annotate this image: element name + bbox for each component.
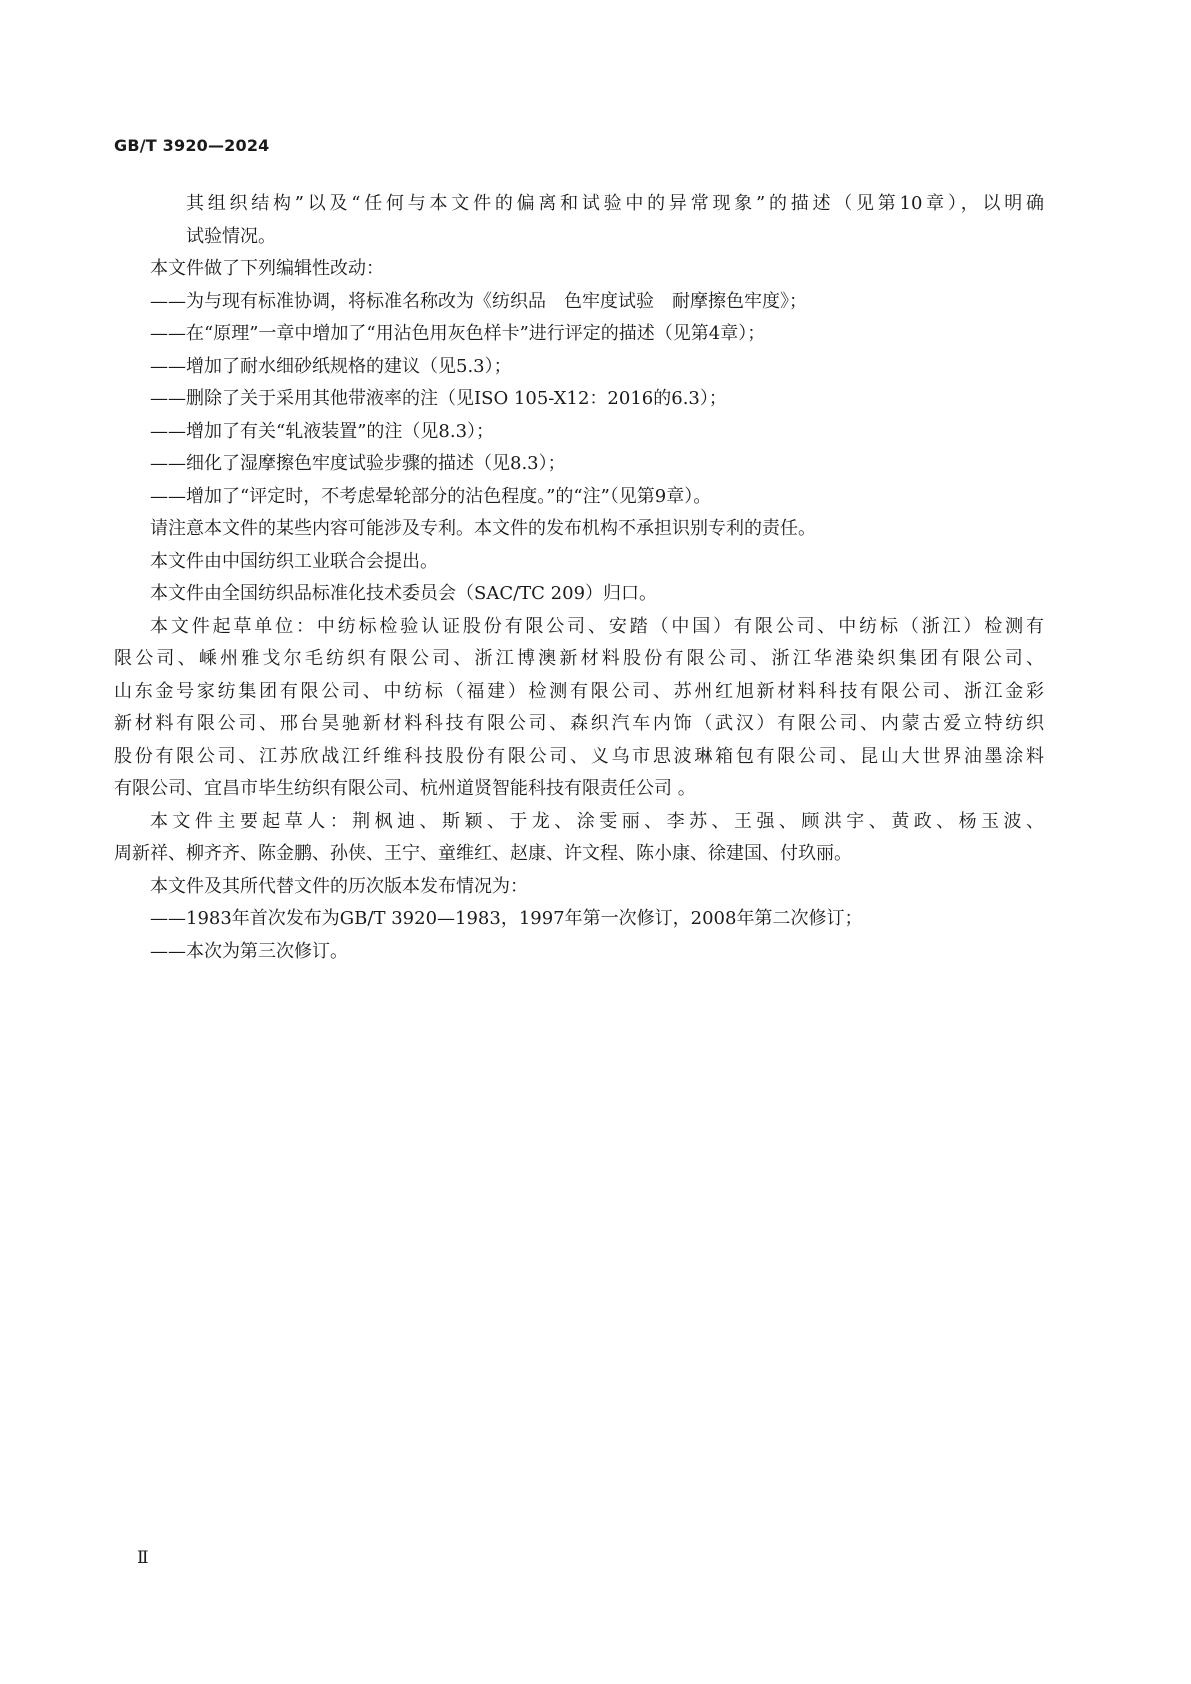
list-item: ——细化了湿摩擦色牢度试验步骤的描述（见8.3）；	[150, 453, 566, 474]
list-item: ——删除了关于采用其他带液率的注（见ISO 105-X12：2016的6.3）；	[150, 388, 727, 409]
list-item: ——增加了“评定时，不考虑晕轮部分的沾色程度。”的“注”（见第9章）。	[150, 485, 712, 507]
list-item: ——在“原理”一章中增加了“用沾色用灰色样卡”进行评定的描述（见第4章）；	[150, 323, 766, 344]
document-header-id: GB/T 3920—2024	[114, 136, 270, 155]
text-line: 试验情况。	[186, 225, 276, 247]
text-line: 本文件主要起草人：荆枫迪、斯颖、于龙、涂雯丽、李苏、王强、顾洪宇、黄政、杨玉波、	[150, 810, 1044, 832]
text-line: 请注意本文件的某些内容可能涉及专利。本文件的发布机构不承担识别专利的责任。	[150, 518, 816, 539]
page-number: Ⅱ	[137, 1548, 148, 1568]
list-item: ——1983年首次发布为GB/T 3920—1983，1997年第一次修订，2008年第二次修订；	[150, 908, 863, 929]
list-item: ——为与现有标准协调，将标准名称改为《纺织品 色牢度试验 耐摩擦色牢度》；	[150, 290, 807, 312]
text-line: 本文件起草单位：中纺标检验认证股份有限公司、安踏（中国）有限公司、中纺标（浙江）检测有	[150, 615, 1044, 637]
text-line: 股份有限公司、江苏欣战江纤维科技股份有限公司、义乌市思波琳箱包有限公司、昆山大世界油墨涂料	[114, 745, 1044, 767]
text-line: 本文件由中国纺织工业联合会提出。	[150, 550, 438, 572]
list-item: ——增加了耐水细砂纸规格的建议（见5.3）；	[150, 355, 512, 377]
text-line: 周新祥、柳齐齐、陈金鹏、孙侠、王宁、童维红、赵康、许文程、陈小康、徐建国、付玖丽。	[114, 843, 852, 864]
text-line: 有限公司、宜昌市毕生纺织有限公司、杭州道贤智能科技有限责任公司 。	[114, 778, 696, 799]
text-line: 新材料有限公司、邢台昊驰新材料科技有限公司、森织汽车内饰（武汉）有限公司、内蒙古爱立特纺织	[114, 713, 1044, 734]
text-line: 山东金号家纺集团有限公司、中纺标（福建）检测有限公司、苏州红旭新材料科技有限公司、浙江金彩	[114, 680, 1044, 702]
document-body	[114, 188, 1044, 968]
text-line: 本文件及其所代替文件的历次版本发布情况为：	[150, 875, 528, 897]
list-item: ——本次为第三次修订。	[150, 940, 348, 962]
list-item: ——增加了有关“轧液装置”的注（见8.3）；	[150, 420, 495, 442]
text-line: 本文件由全国纺织品标准化技术委员会（SAC/TC 209）归口。	[150, 583, 658, 604]
text-line: 其组织结构”以及“任何与本文件的偏离和试验中的异常现象”的描述（见第10章），以明确	[186, 193, 1044, 214]
text-line: 本文件做了下列编辑性改动：	[150, 258, 384, 279]
text-line: 限公司、嵊州雅戈尔毛纺织有限公司、浙江博澳新材料股份有限公司、浙江华港染织集团有限公司、	[114, 648, 1044, 669]
